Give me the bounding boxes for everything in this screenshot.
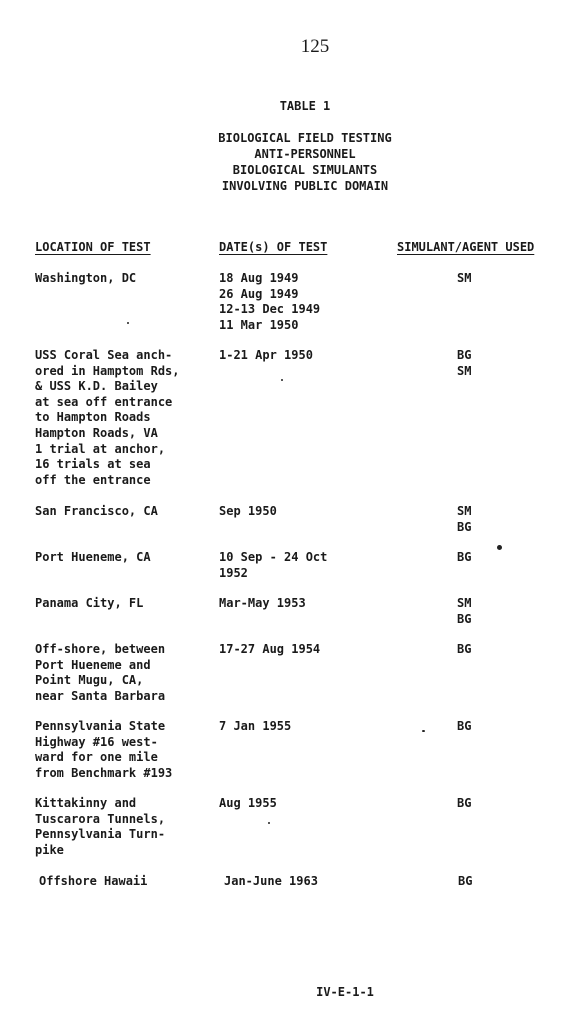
agent-cell [457, 796, 517, 812]
location-cell-line: USS Coral Sea anch- [35, 348, 173, 362]
date-cell [219, 504, 389, 520]
date-cell [219, 271, 389, 333]
location-cell-line: off the entrance [35, 472, 151, 487]
date-cell-line: 26 Aug 1949 [219, 286, 299, 301]
location-cell-line: 16 trials at sea [35, 457, 151, 472]
location-cell-line: Kittakinny and [35, 796, 137, 810]
date-cell-line: 7 Jan 1955 [219, 719, 292, 733]
location-cell [35, 642, 205, 704]
agent-cell-line: SM [457, 596, 472, 610]
location-cell [39, 874, 209, 890]
date-cell [219, 796, 389, 812]
agent-cell [457, 550, 517, 566]
location-cell-line: Point Mugu, CA, [35, 673, 144, 688]
agent-cell-line: SM [457, 504, 472, 518]
date-cell [219, 550, 389, 581]
location-cell-line: Port Hueneme and [35, 657, 151, 672]
location-cell-line: from Benchmark #193 [35, 765, 173, 780]
title-line: INVOLVING PUBLIC DOMAIN [221, 179, 389, 193]
agent-cell-line: BG [457, 550, 472, 564]
date-cell [224, 874, 394, 890]
location-cell-line: 1 trial at anchor, [35, 441, 166, 456]
date-cell-line: 11 Mar 1950 [219, 317, 299, 332]
date-cell-line: 17-27 Aug 1954 [219, 642, 321, 656]
page-number: 125 [300, 36, 330, 57]
title-line: BIOLOGICAL FIELD TESTING [218, 131, 392, 145]
agent-cell-line: BG [457, 642, 472, 656]
scan-speck [281, 379, 283, 381]
table-label: TABLE 1 [279, 99, 331, 113]
agent-cell-line: BG [457, 719, 472, 733]
location-cell-line: Hampton Roads, VA [35, 425, 158, 440]
location-cell-line: Panama City, FL [35, 596, 144, 610]
agent-cell [457, 642, 517, 658]
location-cell-line: near Santa Barbara [35, 688, 166, 703]
location-cell-line: ored in Hamptom Rds, [35, 363, 180, 378]
location-cell-line: Port Hueneme, CA [35, 550, 151, 564]
location-cell-line: Washington, DC [35, 271, 137, 285]
agent-cell-line: BG [458, 874, 473, 888]
date-cell-line: 10 Sep - 24 Oct [219, 550, 328, 564]
agent-cell-line: BG [457, 519, 472, 534]
agent-cell [457, 719, 517, 735]
scan-speck [422, 730, 425, 732]
header-dates: DATE(s) OF TEST [219, 240, 328, 254]
title-line: BIOLOGICAL SIMULANTS [232, 163, 378, 177]
location-cell-line: San Francisco, CA [35, 504, 158, 518]
header-agent: SIMULANT/AGENT USED [397, 240, 535, 254]
agent-cell-line: SM [457, 271, 472, 285]
location-cell [35, 596, 205, 612]
location-cell [35, 504, 205, 520]
scan-speck [268, 822, 270, 824]
date-cell-line: 18 Aug 1949 [219, 271, 299, 285]
location-cell-line: at sea off entrance [35, 394, 173, 409]
date-cell-line: 1-21 Apr 1950 [219, 348, 313, 362]
date-cell [219, 596, 389, 612]
location-cell-line: to Hampton Roads [35, 410, 151, 425]
scan-speck [127, 322, 129, 324]
date-cell-line: Jan-June 1963 [224, 874, 318, 888]
page-footer: IV-E-1-1 [316, 985, 374, 999]
agent-cell [457, 271, 517, 287]
date-cell [219, 719, 389, 735]
agent-cell [457, 596, 517, 627]
location-cell [35, 271, 205, 287]
location-cell-line: Tuscarora Tunnels, [35, 811, 166, 826]
location-cell-line: Off-shore, between [35, 642, 166, 656]
location-cell-line: Offshore Hawaii [39, 874, 148, 888]
location-cell [35, 550, 205, 566]
date-cell [219, 642, 389, 658]
agent-cell [457, 504, 517, 535]
location-cell-line: Pennsylvania State [35, 719, 166, 733]
location-cell-line: Pennsylvania Turn- [35, 827, 166, 842]
location-cell-line: pike [35, 842, 64, 857]
date-cell-line: Sep 1950 [219, 504, 277, 518]
agent-cell-line: BG [457, 348, 472, 362]
header-location: LOCATION OF TEST [35, 240, 151, 254]
location-cell [35, 348, 205, 488]
agent-cell-line: BG [457, 796, 472, 810]
scan-speck [497, 545, 502, 550]
agent-cell [458, 874, 518, 890]
date-cell-line: 1952 [219, 565, 248, 580]
location-cell-line: Highway #16 west- [35, 734, 158, 749]
agent-cell [457, 348, 517, 379]
table-title-block [0, 98, 575, 194]
title-line: ANTI-PERSONNEL [254, 147, 356, 161]
agent-cell-line: SM [457, 363, 472, 378]
date-cell [219, 348, 389, 364]
date-cell-line: Aug 1955 [219, 796, 277, 810]
location-cell-line: & USS K.D. Bailey [35, 379, 158, 394]
date-cell-line: 12-13 Dec 1949 [219, 302, 321, 317]
agent-cell-line: BG [457, 611, 472, 626]
location-cell-line: ward for one mile [35, 750, 158, 765]
location-cell [35, 796, 205, 858]
location-cell [35, 719, 205, 781]
date-cell-line: Mar-May 1953 [219, 596, 306, 610]
